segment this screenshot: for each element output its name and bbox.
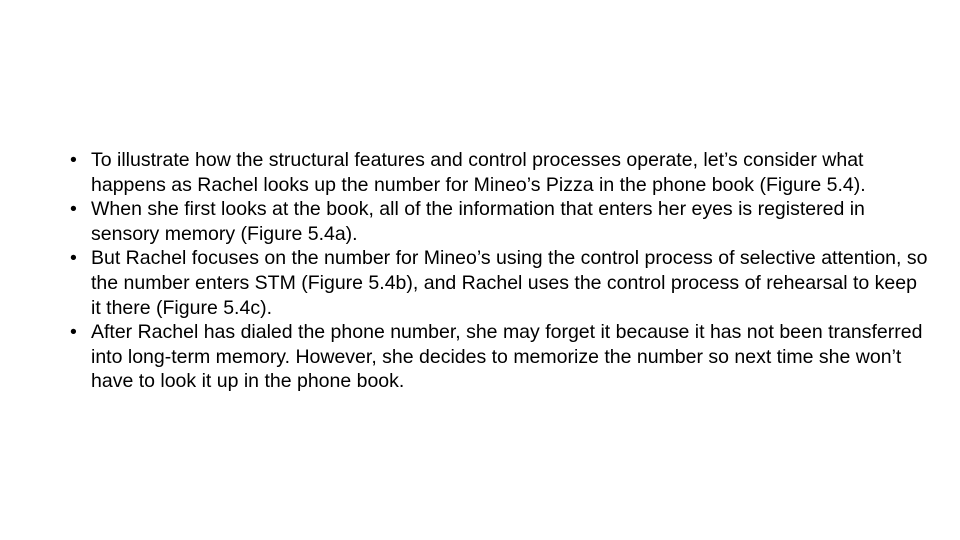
- bullet-text: After Rachel has dialed the phone number, she may forget it because it has not been transferred into long-term memory. However, she decides to memorize the number so next time she won’t have to look it up in the phone book.: [91, 321, 923, 393]
- bullet-text: But Rachel focuses on the number for Mineo’s using the control process of selective attention, so the number enters STM (Figure 5.4b), and Rachel uses the control process of rehearsal to keep it there (Figure 5.4c).: [91, 247, 928, 319]
- bullet-item: [70, 148, 930, 197]
- bullet-icon: •: [70, 149, 77, 171]
- bullet-list: [70, 148, 930, 394]
- bullet-item: [70, 320, 930, 394]
- bullet-text: To illustrate how the structural features and control processes operate, let’s consider what happens as Rachel looks up the number for Mineo’s Pizza in the phone book (Figure 5.4).: [91, 149, 866, 196]
- bullet-text: When she first looks at the book, all of the information that enters her eyes is registered in sensory memory (Figure 5.4a).: [91, 198, 865, 245]
- bullet-icon: •: [70, 247, 77, 270]
- bullet-icon: •: [70, 321, 77, 344]
- bullet-item: [70, 246, 930, 320]
- bullet-item: [70, 197, 930, 246]
- bullet-icon: •: [70, 198, 77, 221]
